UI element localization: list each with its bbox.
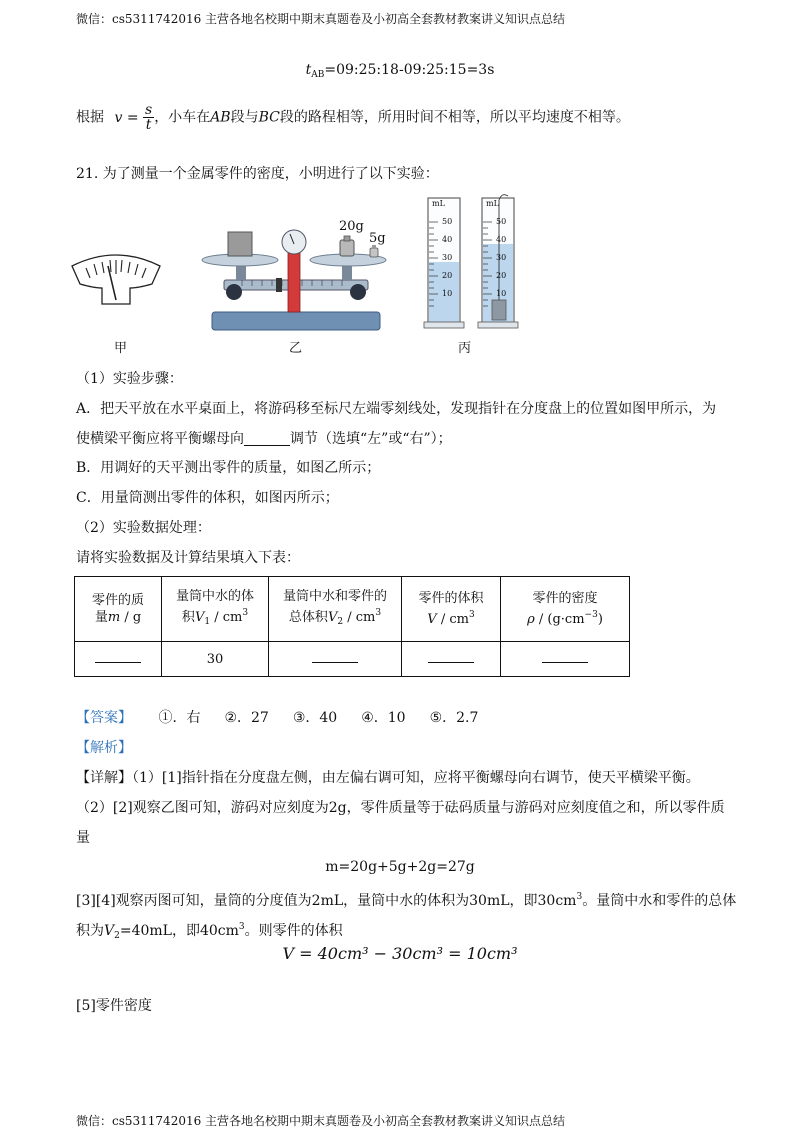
cyl-left-tick-20: 20 — [442, 271, 453, 280]
step-c: C．用量筒测出零件的体积，如图丙所示； — [76, 490, 339, 506]
table-intro: 请将实验数据及计算结果填入下表： — [76, 550, 300, 566]
step-a-line2: 使横梁平衡应将平衡螺母向 调节（选填“左”或“右”）； — [76, 431, 452, 447]
volume-equation: V = 40cm³ − 30cm³ = 10cm³ — [282, 944, 518, 963]
step-b: B．用调好的天平测出零件的质量，如图乙所示； — [76, 460, 381, 476]
answer-item: ①．右 — [158, 710, 201, 726]
answer-item: ④．10 — [361, 710, 406, 726]
cyl-left-tick-10: 10 — [442, 289, 453, 298]
table-header-row — [75, 577, 630, 642]
cell-total-volume — [269, 642, 402, 677]
page-footer: 微信：cs5311742016 主营各地名校期中期末真题卷及小初高全套教材教案讲义知识点总结 — [76, 1114, 566, 1128]
data-heading: （2）实验数据处理： — [76, 520, 211, 536]
header-density: 零件的密度 $\rho / (g\cdot cm^{-3})$ — [501, 577, 630, 642]
cyl-left-tick-50: 50 — [442, 217, 453, 226]
cell-part-volume — [402, 642, 501, 677]
cyl-right-tick-50: 50 — [496, 217, 507, 226]
caption-jia: 甲 — [114, 341, 128, 356]
detail-line-4: 积为$V_2=40mL$，即$40cm^3$。则零件的体积 — [76, 922, 343, 941]
detail-line-1: 【详解】（1）[1]指针指在分度盘左侧，由左偏右调可知，应将平衡螺母向右调节，使天平横梁平衡。 — [76, 770, 700, 786]
answer-label: 【答案】 — [76, 710, 132, 726]
cylinder-figure — [420, 192, 528, 332]
step-a-line1: A．把天平放在水平桌面上，将游码移至标尺左端零刻线处，发现指针在分度盘上的位置如图甲所示，为 — [76, 401, 717, 417]
question-title: 21. 为了测量一个金属零件的密度，小明进行了以下实验： — [76, 166, 439, 182]
weight-5g-label: 5g — [369, 231, 386, 246]
answer-item: ②．27 — [224, 710, 269, 726]
answer-item: ⑤．2.7 — [429, 710, 479, 726]
cyl-right-tick-20: 20 — [496, 271, 507, 280]
cyl-right-tick-40: 40 — [496, 235, 507, 244]
cyl-right-unit: mL — [486, 199, 499, 208]
weight-20g-label: 20g — [339, 219, 364, 234]
dial-figure — [68, 248, 164, 308]
cyl-right-tick-30: 30 — [496, 253, 507, 262]
answer-blank — [312, 652, 358, 663]
data-table — [74, 576, 630, 677]
cyl-left-unit: mL — [432, 199, 445, 208]
mass-equation: m=20g+5g+2g=27g — [325, 859, 475, 875]
detail-line-2: （2）[2]观察乙图可知，游码对应刻度为2g，零件质量等于砝码质量与游码对应刻度值之和，所以零件质 — [76, 800, 725, 816]
speed-formula-fraction: $\frac{s}{t}$ — [145, 102, 153, 133]
time-equation: $t_{AB}=09:25:18-09:25:15=3s$ — [305, 62, 495, 80]
detail-line-3: [3][4]观察丙图可知，量筒的分度值为2mL，量筒中水的体积为30mL，即$30cm^3$。量筒中水和零件的总体 — [76, 892, 737, 909]
page-header: 微信：cs5311742016 主营各地名校期中期末真题卷及小初高全套教材教案讲义知识点总结 — [76, 12, 566, 26]
caption-yi: 乙 — [289, 341, 303, 356]
answer-blank — [244, 431, 290, 446]
cyl-left-tick-40: 40 — [442, 235, 453, 244]
analysis-label: 【解析】 — [76, 740, 132, 756]
header-part-volume: 零件的体积 V / $cm^3$ — [402, 577, 501, 642]
cell-mass — [75, 642, 162, 677]
density-line: [5]零件密度 — [76, 998, 152, 1014]
answer-blank — [428, 652, 474, 663]
answer-blank — [95, 652, 141, 663]
header-mass: 零件的质 量m / g — [75, 577, 162, 642]
answer-blank — [542, 652, 588, 663]
answer-item: ③．40 — [292, 710, 338, 726]
cyl-left-tick-30: 30 — [442, 253, 453, 262]
cell-density — [501, 642, 630, 677]
caption-bing: 丙 — [458, 341, 472, 356]
cell-water-volume: 30 — [162, 642, 269, 677]
header-total-volume: 量筒中水和零件的 总体积$V_2 / cm^3$ — [269, 577, 402, 642]
header-water-volume: 量筒中水的体 积$V_1 / cm^3$ — [162, 577, 269, 642]
table-row — [75, 642, 630, 677]
speed-reasoning: 根据 v = $\frac{s}{t}$ ，小车在AB段与BC段的路程相等，所用时间不相等，所以平均速度不相等。 — [76, 102, 630, 133]
steps-heading: （1）实验步骤： — [76, 371, 183, 387]
cyl-right-tick-10: 10 — [496, 289, 507, 298]
answer-line — [76, 708, 502, 728]
detail-line-2b: 量 — [76, 830, 90, 846]
